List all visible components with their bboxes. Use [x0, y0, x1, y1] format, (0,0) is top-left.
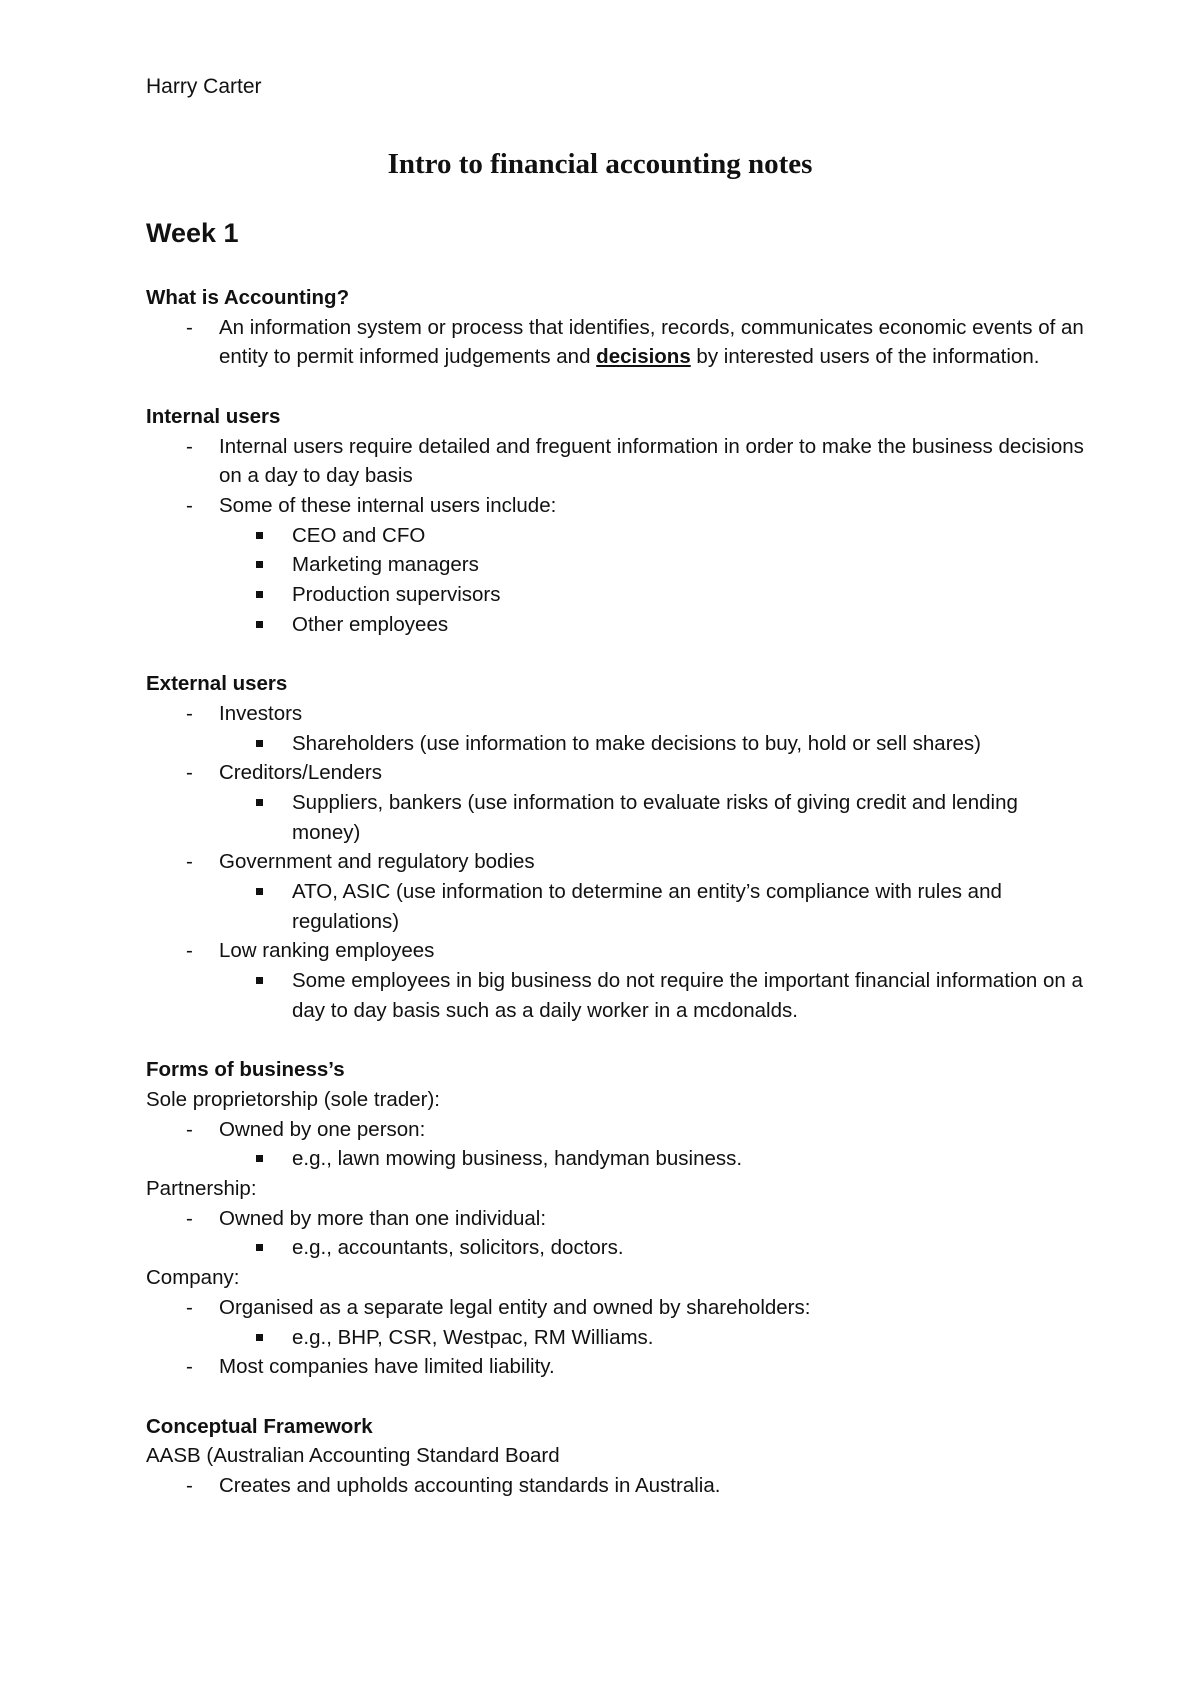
section-heading: External users — [146, 672, 288, 696]
list-item — [146, 1115, 1086, 1174]
list-text: Low ranking employees — [219, 939, 435, 963]
aasb-label: AASB (Australian Accounting Standard Board — [146, 1444, 560, 1468]
dash-list — [146, 1204, 1086, 1263]
dash-marker: - — [186, 315, 193, 339]
dash-list — [146, 432, 1086, 521]
list-item — [146, 491, 1086, 521]
list-item — [146, 699, 1086, 758]
square-bullet-icon — [256, 740, 263, 747]
list-item — [146, 432, 1086, 491]
section-heading: What is Accounting? — [146, 286, 350, 309]
section-heading: Internal users — [146, 404, 281, 428]
notes-body — [146, 283, 1086, 1501]
bullet-text: e.g., lawn mowing business, handyman business. — [292, 1147, 743, 1171]
section-external-users — [146, 669, 1086, 1025]
bullet-item — [146, 610, 1086, 640]
section-internal-users — [146, 402, 1086, 640]
list-text: Most companies have limited liability. — [219, 1355, 555, 1379]
list-text: Creates and upholds accounting standards in Australia. — [219, 1474, 721, 1498]
section-heading: Forms of business’s — [146, 1058, 345, 1082]
list-item — [146, 1352, 1086, 1382]
list-text: Some of these internal users include: — [219, 493, 557, 517]
dash-marker: - — [186, 939, 193, 963]
list-item — [146, 936, 1086, 1025]
dash-list — [146, 1471, 1086, 1501]
bullet-item — [219, 1144, 1086, 1174]
bullet-list — [219, 788, 1086, 847]
section-heading: Conceptual Framework — [146, 1414, 373, 1438]
dash-marker: - — [186, 1117, 193, 1141]
section-conceptual-framework — [146, 1412, 1086, 1501]
list-text: An information system or process that identifies, records, communicates economic events of an entity to permit informed judgements and — [219, 315, 1084, 369]
dash-marker: - — [186, 1474, 193, 1498]
square-bullet-icon — [256, 799, 263, 806]
bullet-text: Other employees — [292, 612, 449, 636]
dash-marker: - — [186, 761, 193, 785]
dash-list — [146, 699, 1086, 1026]
bullet-item — [219, 729, 1086, 759]
bullet-list — [219, 877, 1086, 936]
list-text: Organised as a separate legal entity and owned by shareholders: — [219, 1295, 811, 1319]
page-title: Intro to financial accounting notes — [387, 148, 813, 180]
list-text: Investors — [219, 701, 303, 725]
bullet-list — [219, 966, 1086, 1025]
list-item — [146, 1471, 1086, 1501]
bullet-text: CEO and CFO — [292, 523, 426, 547]
bullet-text: Marketing managers — [292, 553, 479, 577]
list-text: Creditors/Lenders — [219, 761, 382, 785]
list-item — [146, 1204, 1086, 1263]
list-text: Government and regulatory bodies — [219, 850, 535, 874]
dash-marker: - — [186, 1206, 193, 1230]
square-bullet-icon — [256, 1334, 263, 1341]
square-bullet-icon — [256, 888, 263, 895]
square-bullet-icon — [256, 621, 263, 628]
square-bullet-icon — [256, 591, 263, 598]
dash-list — [146, 313, 1086, 372]
bullet-list — [219, 1233, 1086, 1263]
bullet-text: e.g., accountants, solicitors, doctors. — [292, 1236, 624, 1260]
section-what-is-accounting — [146, 283, 1086, 372]
square-bullet-icon — [256, 1155, 263, 1162]
author-name: Harry Carter — [146, 75, 262, 98]
square-bullet-icon — [256, 977, 263, 984]
dash-list — [146, 1293, 1086, 1382]
emphasis-text: decisions — [596, 345, 691, 369]
square-bullet-icon — [256, 1244, 263, 1251]
bullet-list — [219, 1323, 1086, 1353]
bullet-text: Production supervisors — [292, 583, 501, 607]
list-item — [146, 313, 1086, 372]
spacer — [146, 1026, 1086, 1056]
dash-marker: - — [186, 1355, 193, 1379]
bullet-list — [146, 521, 1086, 640]
bullet-text: Suppliers, bankers (use information to evaluate risks of giving credit and lending money) — [292, 790, 1018, 844]
list-text: Owned by more than one individual: — [219, 1206, 547, 1230]
bullet-list — [219, 729, 1086, 759]
bullet-item — [146, 521, 1086, 551]
list-item — [146, 758, 1086, 847]
list-item — [146, 847, 1086, 936]
bullet-item — [219, 1323, 1086, 1353]
bullet-item — [146, 550, 1086, 580]
sole-proprietorship-label: Sole proprietorship (sole trader): — [146, 1087, 440, 1111]
spacer — [146, 639, 1086, 669]
bullet-item — [219, 877, 1086, 936]
bullet-item — [219, 966, 1086, 1025]
dash-marker: - — [186, 493, 193, 517]
list-item — [146, 1293, 1086, 1352]
company-label: Company: — [146, 1266, 240, 1290]
bullet-text: ATO, ASIC (use information to determine an entity’s compliance with rules and regulations) — [292, 880, 1002, 933]
bullet-item — [219, 1233, 1086, 1263]
bullet-text: e.g., BHP, CSR, Westpac, RM Williams. — [292, 1325, 654, 1349]
dash-marker: - — [186, 434, 193, 458]
bullet-text: Shareholders (use information to make decisions to buy, hold or sell shares) — [292, 731, 981, 755]
square-bullet-icon — [256, 532, 263, 539]
partnership-label: Partnership: — [146, 1177, 257, 1201]
spacer — [146, 372, 1086, 402]
section-forms-of-business — [146, 1055, 1086, 1382]
spacer — [146, 1382, 1086, 1412]
bullet-item — [146, 580, 1086, 610]
bullet-text: Some employees in big business do not require the important financial information on a day to day basis such as a daily worker in a mcdonalds. — [292, 969, 1083, 1022]
dash-marker: - — [186, 701, 193, 725]
week-heading: Week 1 — [146, 218, 239, 248]
list-text: Internal users require detailed and freguent information in order to make the business decisions on a day to day basis — [219, 434, 1084, 488]
dash-marker: - — [186, 1295, 193, 1319]
dash-marker: - — [186, 850, 193, 874]
square-bullet-icon — [256, 561, 263, 568]
dash-list — [146, 1115, 1086, 1174]
bullet-list — [219, 1144, 1086, 1174]
list-text: by interested users of the information. — [690, 345, 1040, 369]
bullet-item — [219, 788, 1086, 847]
list-text: Owned by one person: — [219, 1117, 426, 1141]
